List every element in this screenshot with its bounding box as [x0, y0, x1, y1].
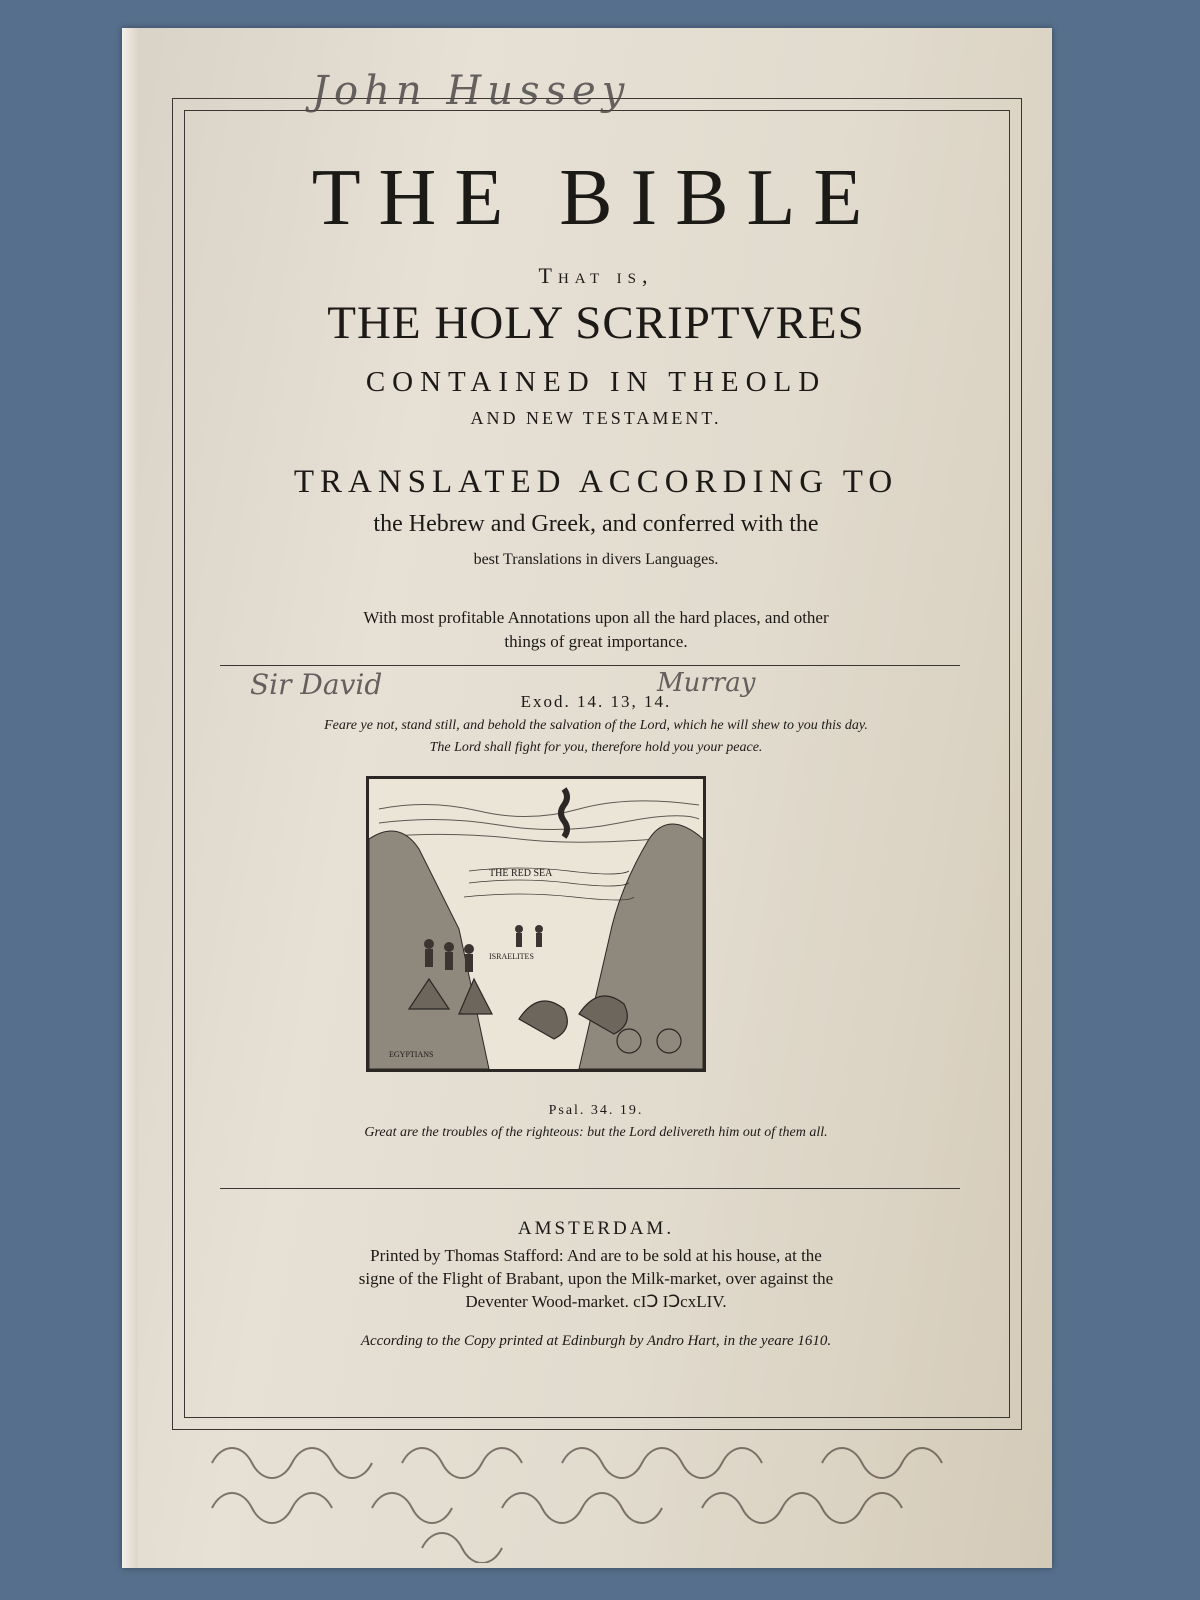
new-testament-line: AND NEW TESTAMENT.	[470, 408, 722, 428]
best-translations-line: best Translations in divers Languages.	[473, 551, 719, 568]
annotations-line-1: With most profitable Annotations upon all the hard places, and other	[363, 608, 829, 627]
title-page	[122, 28, 1052, 1568]
imprint-city: AMSTERDAM.	[517, 1218, 675, 1239]
owner-signature: John Hussey	[312, 68, 631, 114]
exodus-reference: Exod. 14. 13, 14.	[520, 692, 672, 711]
handwritten-scribbles	[202, 1423, 982, 1563]
translated-line: TRANSLATED ACCORDING TO	[293, 464, 899, 500]
contained-line: CONTAINED IN THEOLD	[365, 366, 827, 398]
psalm-reference: Psal. 34. 19.	[548, 1103, 644, 1118]
red-sea-label: THE RED SEA	[489, 868, 553, 879]
hebrew-greek-line: the Hebrew and Greek, and conferred with the	[373, 511, 819, 537]
signature-right: Murray	[657, 668, 756, 698]
psalm-verse: Great are the troubles of the righteous: but the Lord delivereth him out of them all.	[364, 1125, 828, 1140]
egyptians-label: EGYPTIANS	[389, 1050, 434, 1059]
annotations-line-2: things of great importance.	[504, 632, 688, 651]
page-edge	[122, 28, 138, 1568]
imprint-line-3: Deventer Wood-market. cIↃ IↃcxLIV.	[465, 1292, 727, 1311]
red-sea-woodcut	[366, 776, 706, 1072]
exodus-verse-line-2: The Lord shall fight for you, therefore hold you your peace.	[429, 740, 763, 755]
imprint-according: According to the Copy printed at Edinburgh by Andro Hart, in the yeare 1610.	[360, 1333, 832, 1349]
imprint-line-1: Printed by Thomas Stafford: And are to be sold at his house, at the	[370, 1246, 822, 1265]
israelites-label: ISRAELITES	[489, 952, 534, 961]
divider-rule	[220, 665, 960, 666]
divider-rule	[220, 1188, 960, 1189]
main-title: THE BIBLE	[311, 154, 881, 242]
exodus-verse-line-1: Feare ye not, stand still, and behold the salvation of the Lord, which he will shew to you this day.	[324, 718, 868, 733]
holy-scriptures-title: THE HOLY SCRIPTVRES	[327, 297, 865, 349]
imprint-line-2: signe of the Flight of Brabant, upon the Milk-market, over against the	[358, 1269, 834, 1288]
that-is-line: That is,	[538, 263, 654, 288]
signature-left: Sir David	[250, 668, 383, 701]
